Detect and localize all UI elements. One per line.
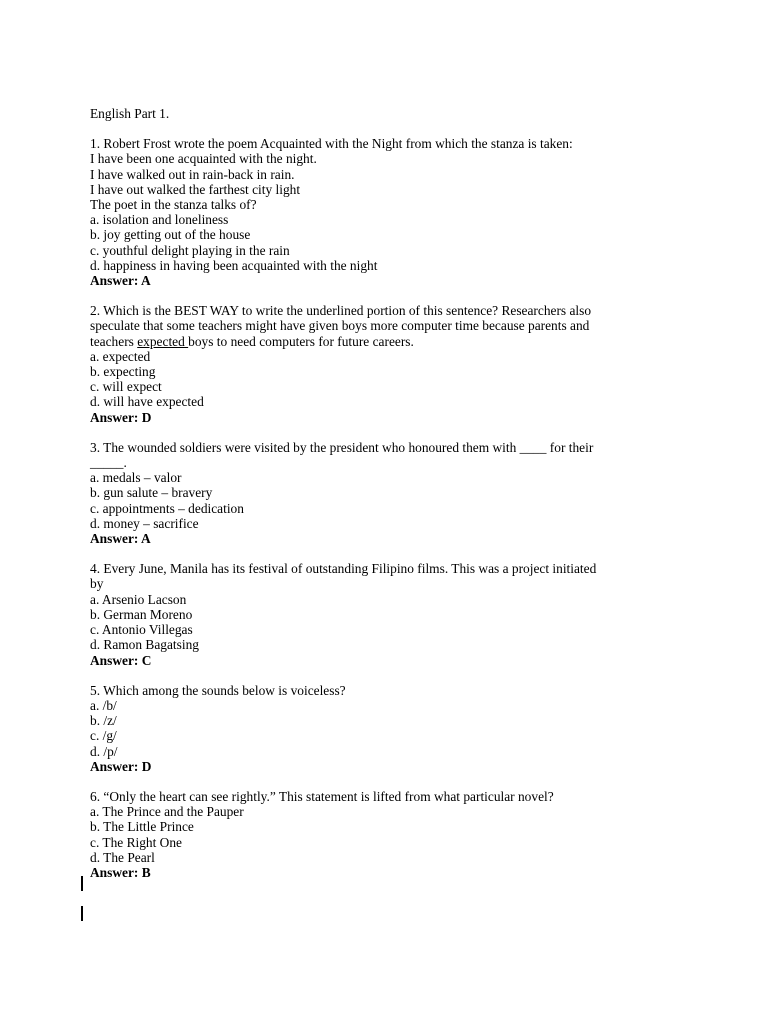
option: a. Arsenio Lacson	[90, 591, 187, 607]
option: b. gun salute – bravery	[90, 485, 213, 501]
question-5	[90, 683, 670, 774]
option: b. /z/	[90, 713, 117, 729]
question-text	[90, 334, 670, 349]
option: b. joy getting out of the house	[90, 227, 251, 243]
question-prompt: The poet in the stanza talks of?	[90, 197, 257, 213]
answer: Answer: C	[90, 652, 152, 668]
option: d. Ramon Bagatsing	[90, 637, 199, 653]
stanza-line: I have walked out in rain-back in rain.	[90, 166, 295, 182]
question-4	[90, 561, 670, 667]
option: c. /g/	[90, 728, 117, 744]
answer: Answer: A	[90, 273, 151, 289]
question-text: 2. Which is the BEST WAY to write the underlined portion of this sentence? Researchers also	[90, 303, 592, 319]
question-text: speculate that some teachers might have given boys more computer time because parents and	[90, 318, 590, 334]
question-text: 6. “Only the heart can see rightly.” This statement is lifted from what particular novel?	[90, 788, 554, 804]
option: c. The Right One	[90, 834, 182, 850]
question-1	[90, 136, 670, 288]
question-6	[90, 789, 670, 880]
stanza-line: I have been one acquainted with the night.	[90, 151, 317, 167]
option: a. isolation and loneliness	[90, 212, 229, 228]
option: c. will expect	[90, 379, 162, 395]
text-cursor	[81, 906, 83, 921]
option: b. expecting	[90, 364, 156, 380]
answer: Answer: A	[90, 531, 151, 547]
question-text: 5. Which among the sounds below is voiceless?	[90, 682, 346, 698]
option: c. appointments – dedication	[90, 500, 244, 516]
option: d. money – sacrifice	[90, 515, 199, 531]
option: b. German Moreno	[90, 606, 193, 622]
text-run: teachers	[90, 333, 138, 349]
question-text: by	[90, 576, 104, 592]
question-text: _____.	[90, 455, 127, 471]
option: d. /p/	[90, 743, 118, 759]
question-text: 3. The wounded soldiers were visited by the president who honoured them with ____ for their	[90, 439, 594, 455]
text-cursor	[81, 876, 83, 891]
document-page	[90, 106, 670, 880]
option: d. The Pearl	[90, 849, 155, 865]
option: c. Antonio Villegas	[90, 622, 193, 638]
question-text: 4. Every June, Manila has its festival of outstanding Filipino films. This was a project initiated	[90, 561, 597, 577]
question-text: 1. Robert Frost wrote the poem Acquainted with the Night from which the stanza is taken:	[90, 136, 573, 152]
question-2	[90, 303, 670, 425]
option: d. happiness in having been acquainted with the night	[90, 257, 378, 273]
question-3	[90, 440, 670, 546]
option: a. expected	[90, 348, 151, 364]
option: a. The Prince and the Pauper	[90, 804, 244, 820]
option: a. /b/	[90, 697, 117, 713]
option: c. youthful delight playing in the rain	[90, 242, 290, 258]
option: d. will have expected	[90, 394, 204, 410]
answer: Answer: D	[90, 758, 152, 774]
answer: Answer: D	[90, 409, 152, 425]
stanza-line: I have out walked the farthest city light	[90, 181, 301, 197]
option: b. The Little Prince	[90, 819, 194, 835]
option: a. medals – valor	[90, 470, 182, 486]
text-run: boys to need computers for future careers.	[188, 333, 414, 349]
answer: Answer: B	[90, 864, 151, 880]
underlined-word: expected	[137, 333, 189, 349]
document-title: English Part 1.	[90, 106, 170, 121]
